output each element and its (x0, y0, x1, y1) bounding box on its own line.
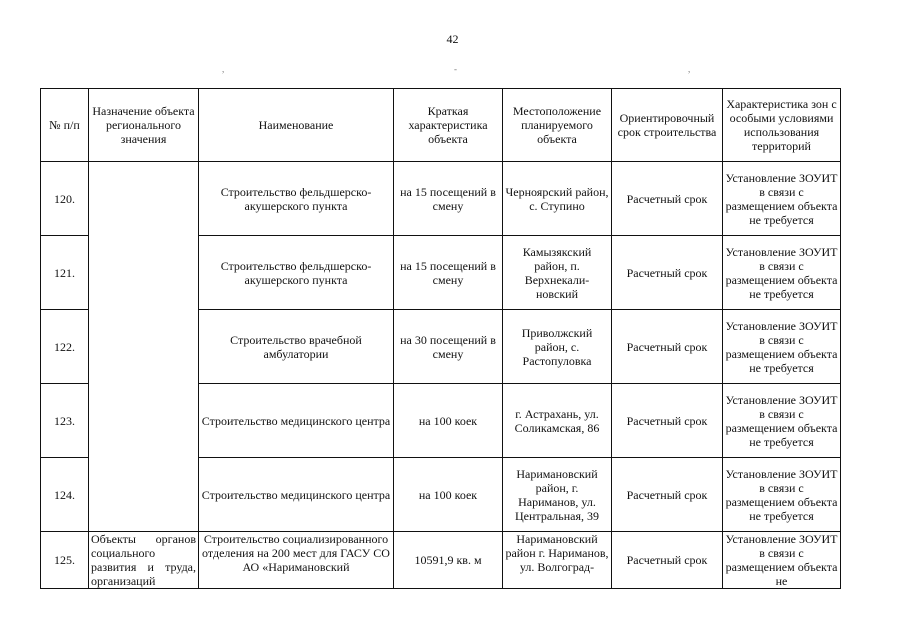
zones-characteristic: Установление ЗОУИТ в связи с размещением объекта не (723, 532, 841, 589)
construction-term: Расчетный срок (612, 236, 723, 310)
header-location: Местоположение планируемого объекта (503, 89, 612, 162)
row-number: 125. (41, 532, 89, 589)
object-location: Черноярский район, с. Ступино (503, 162, 612, 236)
object-purpose: Объекты органов социального развития и труда, организаций (89, 532, 199, 589)
object-location: Наримановский район, г. Нариманов, ул. Центральная, 39 (503, 458, 612, 532)
object-name: Строительство социализированного отделения на 200 мест для ГАСУ СО АО «Наримановский (199, 532, 394, 589)
construction-term: Расчетный срок (612, 384, 723, 458)
object-location: г. Астрахань, ул. Соликамская, 86 (503, 384, 612, 458)
row-number: 123. (41, 384, 89, 458)
object-location: Наримановский район г. Нариманов, ул. Волгоград- (503, 532, 612, 589)
table-header-row (41, 89, 841, 162)
object-characteristic: на 15 посещений в смену (394, 236, 503, 310)
construction-term: Расчетный срок (612, 458, 723, 532)
page-number: 42 (446, 32, 459, 46)
scan-mark: - (454, 64, 457, 74)
header-purpose: Назначение объекта регионального значения (89, 89, 199, 162)
scan-mark: , (688, 64, 691, 74)
header-term: Ориентировочный срок строительства (612, 89, 723, 162)
construction-term: Расчетный срок (612, 310, 723, 384)
object-name: Строительство фельдшерско-акушерского пункта (199, 236, 394, 310)
purpose-cell-empty (89, 162, 199, 532)
object-name: Строительство медицинского центра (199, 384, 394, 458)
object-characteristic: на 100 коек (394, 458, 503, 532)
construction-term: Расчетный срок (612, 162, 723, 236)
object-characteristic: на 100 коек (394, 384, 503, 458)
object-location: Приволжский район, с. Растопуловка (503, 310, 612, 384)
zones-characteristic: Установление ЗОУИТ в связи с размещением объекта не требуется (723, 458, 841, 532)
zones-characteristic: Установление ЗОУИТ в связи с размещением объекта не требуется (723, 162, 841, 236)
scan-mark: , (222, 64, 225, 74)
header-characteristic: Краткая характеристика объекта (394, 89, 503, 162)
object-name: Строительство фельдшерско-акушерского пункта (199, 162, 394, 236)
row-number: 124. (41, 458, 89, 532)
table-row (41, 532, 841, 589)
object-name: Строительство медицинского центра (199, 458, 394, 532)
header-name: Наименование (199, 89, 394, 162)
objects-table (40, 88, 841, 589)
zones-characteristic: Установление ЗОУИТ в связи с размещением объекта не требуется (723, 384, 841, 458)
object-name: Строительство врачебной амбулатории (199, 310, 394, 384)
row-number: 120. (41, 162, 89, 236)
construction-term: Расчетный срок (612, 532, 723, 589)
table-row (41, 162, 841, 236)
object-location: Камызякский район, п. Верхнекали-новский (503, 236, 612, 310)
header-number: № п/п (41, 89, 89, 162)
object-characteristic: на 15 посещений в смену (394, 162, 503, 236)
header-zones: Характеристика зон с особыми условиями использования территорий (723, 89, 841, 162)
row-number: 122. (41, 310, 89, 384)
object-characteristic: 10591,9 кв. м (394, 532, 503, 589)
row-number: 121. (41, 236, 89, 310)
zones-characteristic: Установление ЗОУИТ в связи с размещением объекта не требуется (723, 236, 841, 310)
object-characteristic: на 30 посещений в смену (394, 310, 503, 384)
zones-characteristic: Установление ЗОУИТ в связи с размещением объекта не требуется (723, 310, 841, 384)
